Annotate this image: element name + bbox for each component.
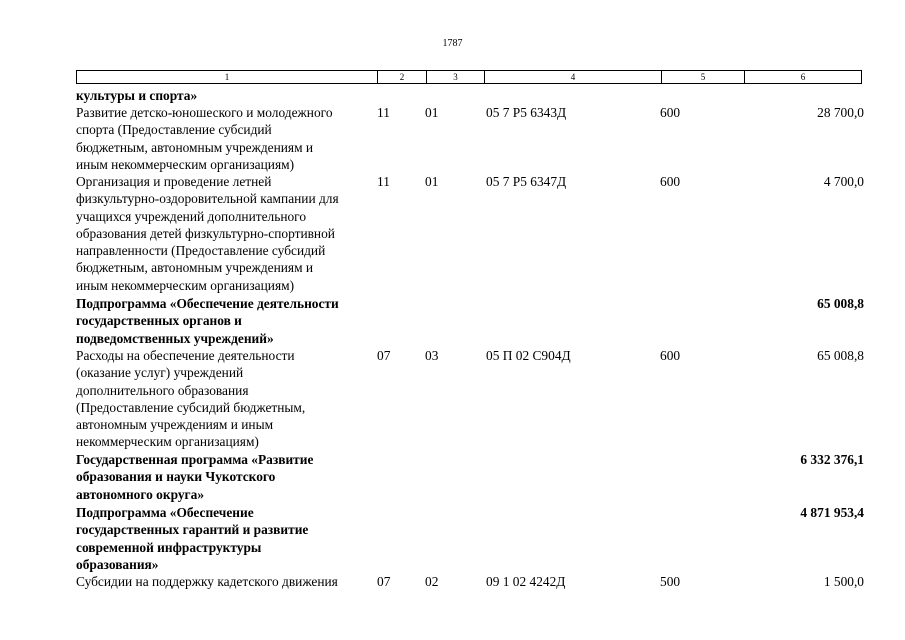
amount: 1 500,0 bbox=[823, 574, 864, 589]
description-line: Государственная программа «Развитие bbox=[76, 452, 314, 467]
target-article: 09 1 02 4242Д bbox=[486, 574, 566, 589]
description-line: физкультурно-оздоровительной кампании для bbox=[76, 191, 339, 207]
description-line: государственных гарантий и развитие bbox=[76, 522, 309, 538]
description-line: автономным учреждениям и иным bbox=[76, 417, 274, 433]
description-line: автономного округа» bbox=[76, 486, 205, 502]
subsection-code: 03 bbox=[425, 348, 439, 363]
subsection-code: 01 bbox=[425, 105, 439, 120]
row-description bbox=[76, 451, 376, 503]
expense-type: 600 bbox=[660, 348, 681, 363]
subsection-code: 01 bbox=[425, 174, 439, 189]
description-line: дополнительного образования bbox=[76, 382, 249, 398]
description-line: Подпрограмма «Обеспечение деятельности bbox=[76, 296, 339, 311]
description-line: бюджетным, автономным учреждениям и bbox=[76, 260, 314, 276]
description-line: образования детей физкультурно-спортивной bbox=[76, 225, 335, 241]
header-cell: 1 bbox=[224, 72, 230, 82]
description-line: (Предоставление субсидий бюджетным, bbox=[76, 399, 306, 415]
header-cell: 4 bbox=[484, 71, 661, 83]
description-line: Расходы на обеспечение деятельности bbox=[76, 348, 295, 363]
description-line: современной инфраструктуры bbox=[76, 539, 262, 555]
row-description bbox=[76, 295, 376, 347]
amount: 28 700,0 bbox=[817, 105, 864, 120]
section-code: 11 bbox=[377, 174, 390, 189]
description-line: государственных органов и bbox=[76, 313, 242, 329]
header-cell: 5 bbox=[661, 71, 744, 83]
description-line: Субсидии на поддержку кадетского движения bbox=[76, 574, 338, 589]
description-line: образования и науки Чукотского bbox=[76, 469, 276, 485]
description-line: подведомственных учреждений» bbox=[76, 330, 274, 346]
header-cell: 6 bbox=[744, 71, 861, 83]
row-description bbox=[76, 104, 376, 173]
table-header bbox=[76, 70, 862, 84]
header-cell: 2 bbox=[377, 71, 426, 83]
description-line: Организация и проведение летней bbox=[76, 174, 272, 189]
expense-type: 500 bbox=[660, 574, 681, 589]
description-line: Подпрограмма «Обеспечение bbox=[76, 505, 254, 520]
section-code: 07 bbox=[377, 574, 391, 589]
description-line: некоммерческим организациям) bbox=[76, 434, 259, 450]
description-line: бюджетным, автономным учреждениям и bbox=[76, 139, 314, 155]
description-line: спорта (Предоставление субсидий bbox=[76, 122, 272, 138]
row-description bbox=[76, 573, 376, 590]
description-line: иным некоммерческим организациям) bbox=[76, 277, 295, 293]
description-line: образования» bbox=[76, 556, 159, 572]
target-article: 05 7 Р5 6347Д bbox=[486, 174, 567, 189]
header-cell: 3 bbox=[426, 71, 484, 83]
row-description bbox=[76, 504, 376, 573]
amount: 65 008,8 bbox=[817, 348, 864, 363]
amount: 65 008,8 bbox=[817, 296, 864, 311]
description-line: направленности (Предоставление субсидий bbox=[76, 243, 326, 259]
description-line: культуры и спорта» bbox=[76, 88, 198, 103]
section-code: 07 bbox=[377, 348, 391, 363]
section-code: 11 bbox=[377, 105, 390, 120]
row-description bbox=[76, 347, 376, 451]
description-line: иным некоммерческим организациям) bbox=[76, 156, 295, 172]
row-description bbox=[76, 173, 376, 294]
description-line: (оказание услуг) учреждений bbox=[76, 365, 244, 381]
page-number: 1787 bbox=[442, 38, 463, 49]
expense-type: 600 bbox=[660, 174, 681, 189]
target-article: 05 7 Р5 6343Д bbox=[486, 105, 567, 120]
row-description bbox=[76, 87, 376, 104]
amount: 4 871 953,4 bbox=[800, 505, 864, 520]
target-article: 05 П 02 С904Д bbox=[486, 348, 571, 363]
description-line: учащихся учреждений дополнительного bbox=[76, 208, 307, 224]
description-line: Развитие детско-юношеского и молодежного bbox=[76, 105, 333, 120]
expense-type: 600 bbox=[660, 105, 681, 120]
amount: 6 332 376,1 bbox=[800, 452, 864, 467]
amount: 4 700,0 bbox=[823, 174, 864, 189]
subsection-code: 02 bbox=[425, 574, 439, 589]
